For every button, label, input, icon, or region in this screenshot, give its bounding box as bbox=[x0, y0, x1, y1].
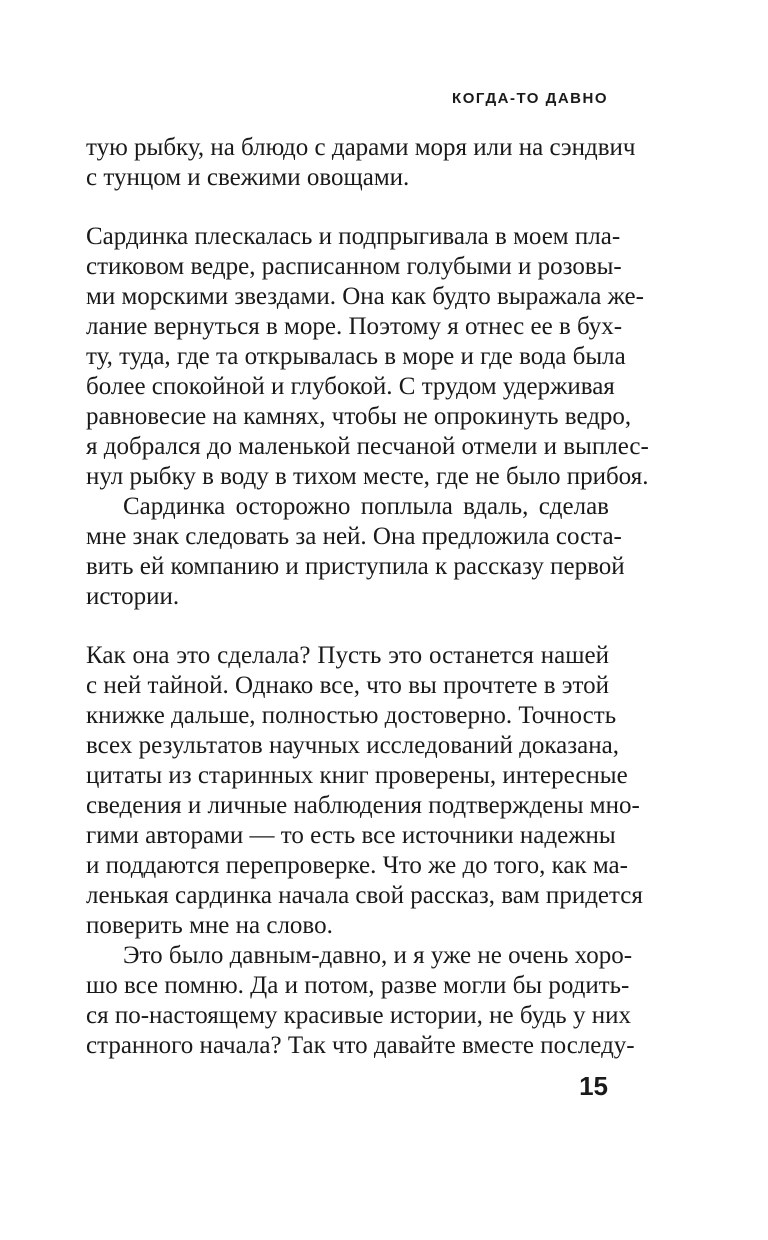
text-line: гими авторами — то есть все источники надежны bbox=[86, 822, 616, 849]
text-line: странного начала? Так что давайте вместе последу- bbox=[86, 1032, 635, 1059]
text-line: Как она это сделала? Пусть это останется нашей bbox=[86, 642, 609, 669]
text-line: стиковом ведре, расписанном голубыми и розовы- bbox=[86, 253, 622, 280]
text-line: Это было давным-давно, и я уже не очень хоро- bbox=[123, 942, 633, 969]
text-line: Сардинка плескалась и подпрыгивала в моем пла- bbox=[86, 223, 621, 250]
text-line: лание вернуться в море. Поэтому я отнес ее в бух- bbox=[86, 313, 623, 340]
running-head: КОГДА-ТО ДАВНО bbox=[452, 90, 608, 107]
text-line: ту, туда, где та открывалась в море и где вода была bbox=[86, 343, 626, 370]
page-number: 15 bbox=[579, 1071, 608, 1101]
text-line: истории. bbox=[86, 583, 180, 610]
text-line: более спокойной и глубокой. С трудом удерживая bbox=[86, 373, 615, 400]
text-line: шо все помню. Да и потом, разве могли бы родить- bbox=[86, 972, 630, 999]
text-line: Сардинка осторожно поплыла вдаль, сделав bbox=[123, 493, 609, 520]
text-line: всех результатов научных исследований доказана, bbox=[86, 732, 619, 759]
text-line: и поддаются перепроверке. Что же до того, как ма- bbox=[86, 852, 628, 879]
text-line: ми морскими звездами. Она как будто выражала же- bbox=[86, 283, 644, 310]
text-line: равновесие на камнях, чтобы не опрокинуть ведро, bbox=[86, 403, 632, 430]
text-line: сведения и личные наблюдения подтверждены мно- bbox=[86, 792, 640, 819]
text-line: ся по-настоящему красивые истории, не будь у них bbox=[86, 1002, 631, 1029]
text-line: ленькая сардинка начала свой рассказ, вам придется bbox=[86, 882, 643, 909]
text-line: книжке дальше, полностью достоверно. Точность bbox=[86, 702, 617, 729]
text-line: с ней тайной. Однако все, что вы прочтете в этой bbox=[86, 672, 609, 699]
text-line: мне знак следовать за ней. Она предложила соста- bbox=[86, 523, 622, 550]
text-line: я добрался до маленькой песчаной отмели и выплес- bbox=[86, 433, 649, 460]
text-line: поверить мне на слово. bbox=[86, 912, 333, 939]
text-line: цитаты из старинных книг проверены, интересные bbox=[86, 762, 628, 789]
text-line: вить ей компанию и приступила к рассказу первой bbox=[86, 553, 625, 580]
text-line: нул рыбку в воду в тихом месте, где не было прибоя. bbox=[86, 463, 649, 490]
text-line: тую рыбку, на блюдо с дарами моря или на сэндвич bbox=[86, 134, 636, 161]
text-line: с тунцом и свежими овощами. bbox=[86, 164, 410, 191]
